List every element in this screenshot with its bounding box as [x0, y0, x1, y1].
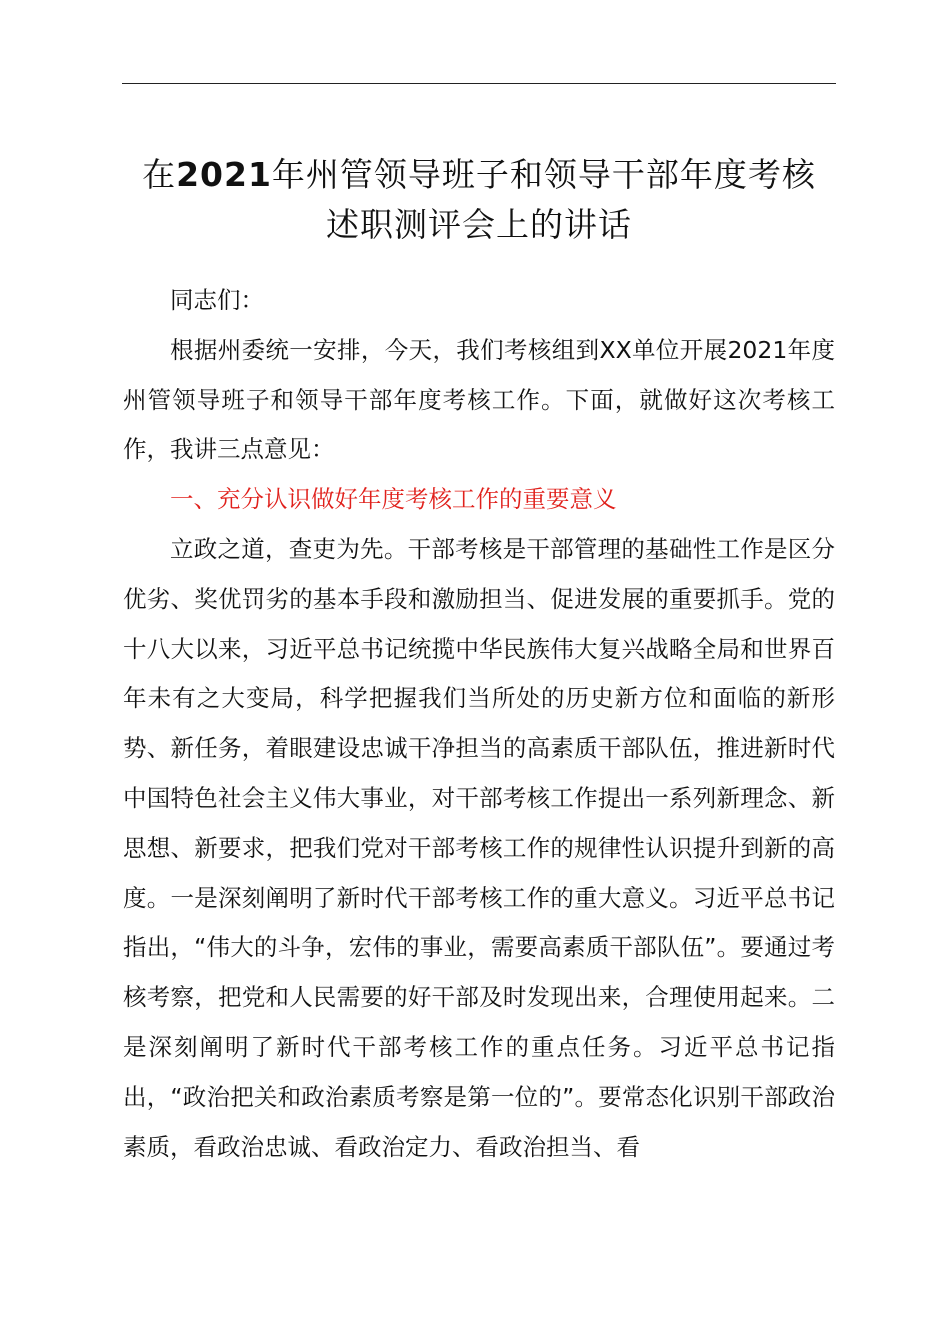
document-body: [123, 276, 835, 1172]
title-rest: 年州管领导班子和领导干部年度考核: [271, 155, 816, 194]
title-line-1: [110, 150, 848, 200]
document-title: [110, 150, 848, 250]
salutation: 同志们：: [170, 286, 264, 314]
title-prefix: 在: [142, 155, 177, 194]
header-rule: [122, 83, 836, 84]
title-year: 2021: [176, 155, 272, 194]
intro-paragraph: 根据州委统一安排，今天，我们考核组到XX单位开展2021年度州管领导班子和领导干部年度考核工作。下面，就做好这次考核工作，我讲三点意见：: [123, 335, 835, 464]
section-1-paragraph: 立政之道，查吏为先。干部考核是干部管理的基础性工作是区分优劣、奖优罚劣的基本手段和激励担当、促进发展的重要抓手。党的十八大以来，习近平总书记统揽中华民族伟大复兴战略全局和世界百年未有之大变局，科学把握我们当所处的历史新方位和面临的新形势、新任务，着眼建设忠诚干净担当的高素质干部队伍，推进新时代中国特色社会主义伟大事业，对干部考核工作提出一系列新理念、新思想、新要求，把我们党对干部考核工作的规律性认识提升到新的高度。一是深刻阐明了新时代干部考核工作的重大意义。习近平总书记指出，“伟大的斗争，宏伟的事业，需要高素质干部队伍”。要通过考核考察，把党和人民需要的好干部及时发现出来，合理使用起来。二是深刻阐明了新时代干部考核工作的重点任务。习近平总书记指出，“政治把关和政治素质考察是第一位的”。要常态化识别干部政治素质，看政治忠诚、看政治定力、看政治担当、看: [123, 534, 835, 1161]
section-1-heading: 一、充分认识做好年度考核工作的重要意义: [170, 485, 617, 514]
title-line-2: 述职测评会上的讲话: [326, 205, 632, 244]
